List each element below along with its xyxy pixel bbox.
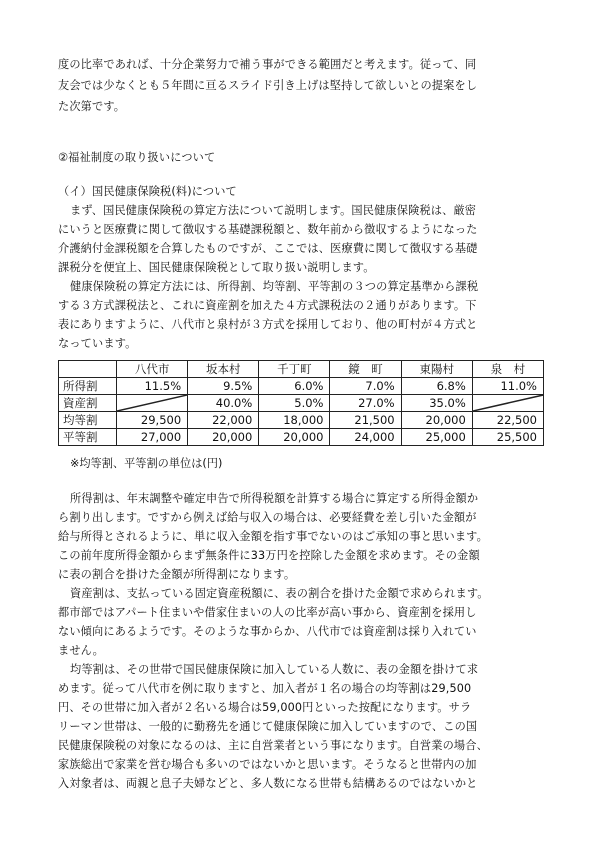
subsection-title: （イ）国民健康保険税(料)について — [58, 185, 237, 198]
paragraph-line: 民健康保険税の対象になるのは、主に自営業者という事になります。自営業の場合、 — [58, 739, 488, 752]
tax-rate-table — [58, 360, 544, 446]
table-row — [59, 378, 544, 395]
paragraph-line: 度の比率であれば、十分企業努力で補う事ができる範囲だと考えます。従って、同 — [58, 58, 477, 71]
table-cell: 20,000 — [259, 429, 330, 446]
table-cell: 22,500 — [472, 412, 543, 429]
table-cell: 24,000 — [330, 429, 401, 446]
table-row — [59, 412, 544, 429]
paragraph-line: 都市部ではアパート住まいや借家住まいの人の比率が高い事から、資産割を採用し — [58, 606, 477, 619]
paragraph-line: 資産割は、支払っている固定資産税額に、表の割合を掛けた金額で求められます。 — [70, 587, 489, 600]
paragraph-line: に表の割合を掛けた金額が所得割になります。 — [58, 568, 296, 581]
paragraph-line: 健康保険税の算定方法には、所得割、均等割、平等割の３つの算定基準から課税 — [70, 280, 479, 293]
table-cell: 25,500 — [472, 429, 543, 446]
table-cell-not-applicable — [472, 395, 543, 412]
table-header-cell: 鏡 町 — [330, 361, 401, 378]
paragraph-line: 給与所得とされるように、単に収入金額を指す事でないのはご承知の事と思います。 — [58, 530, 488, 543]
table-cell: 35.0% — [401, 395, 472, 412]
table-cell-not-applicable — [117, 395, 188, 412]
paragraph-line: する３方式課税法と、これに資産割を加えた４方式課税法の２通りがあります。下 — [58, 299, 477, 312]
table-cell: 7.0% — [330, 378, 401, 395]
paragraph-line: 介護納付金課税額を合算したものですが、ここでは、医療費に関して徴収する基礎 — [58, 242, 478, 255]
paragraph-line: ら割り出します。ですから例えば給与収入の場合は、必要経費を差し引いた金額が — [58, 511, 477, 524]
row-label: 資産割 — [59, 395, 117, 412]
table-cell: 20,000 — [188, 429, 259, 446]
paragraph-line: にいうと医療費に関して徴収する基礎課税額と、数年前から徴収するようになった — [58, 223, 478, 236]
table-cell: 18,000 — [259, 412, 330, 429]
row-label: 均等割 — [59, 412, 117, 429]
paragraph-line: 課税分を便宜上、国民健康保険税として取り扱い説明します。 — [58, 261, 375, 274]
paragraph-line: 表にありますように、八代市と泉村が３方式を採用しており、他の町村が４方式と — [58, 318, 478, 331]
paragraph-line: まず、国民健康保険税の算定方法について説明します。国民健康保険税は、厳密 — [70, 204, 477, 217]
paragraph-line: めます。従って八代市を例に取りますと、加入者が１名の場合の均等割は29,500 — [58, 682, 472, 695]
paragraph-line: 円、その世帯に加入者が２名いる場合は59,000円といった按配になります。サラ — [58, 701, 472, 714]
paragraph-line: 所得割は、年末調整や確定申告で所得税額を計算する場合に算定する所得金額か — [70, 492, 479, 505]
diagonal-slash — [117, 395, 187, 411]
paragraph-line: ません。 — [58, 644, 105, 657]
table-cell: 9.5% — [188, 378, 259, 395]
table-header-cell: 坂本村 — [188, 361, 259, 378]
diagonal-slash — [473, 395, 543, 411]
table-cell: 27.0% — [330, 395, 401, 412]
table-cell: 22,000 — [188, 412, 259, 429]
paragraph-line: リーマン世帯は、一般的に勤務先を通じて健康保険に加入していますので、この国 — [58, 720, 478, 733]
table-unit-note: ※均等割、平等割の単位は(円) — [70, 457, 223, 470]
row-label: 所得割 — [59, 378, 117, 395]
table-cell: 40.0% — [188, 395, 259, 412]
paragraph-line: 友会では少なくとも５年間に亘るスライド引き上げは堅持して欲しいとの提案をし — [58, 79, 478, 92]
table-cell: 6.8% — [401, 378, 472, 395]
paragraph-line: なっています。 — [58, 337, 137, 350]
table-cell: 29,500 — [117, 412, 188, 429]
table-header-cell: 八代市 — [117, 361, 188, 378]
table-cell: 20,000 — [401, 412, 472, 429]
table-header-row — [59, 361, 544, 378]
table-header-cell: 千丁町 — [259, 361, 330, 378]
table-header-cell: 泉 村 — [472, 361, 543, 378]
table-cell: 21,500 — [330, 412, 401, 429]
table-header-cell: 東陽村 — [401, 361, 472, 378]
table-cell: 11.0% — [472, 378, 543, 395]
paragraph-line: 家族総出で家業を営む場合も多いのではないかと思います。そうなると世帯内の加 — [58, 758, 477, 771]
paragraph-line: た次第です。 — [58, 100, 126, 113]
table-row — [59, 395, 544, 412]
paragraph-line: ない傾向にあるようです。そのような事からか、八代市では資産割は採り入れてい — [58, 625, 477, 638]
table-header-cell — [59, 361, 117, 378]
section-title: ②福祉制度の取り扱いについて — [58, 151, 216, 164]
table-cell: 25,000 — [401, 429, 472, 446]
table-cell: 11.5% — [117, 378, 188, 395]
table-cell: 27,000 — [117, 429, 188, 446]
paragraph-line: 均等割は、その世帯で国民健康保険に加入している人数に、表の金額を掛けて求 — [70, 663, 479, 676]
paragraph-line: この前年度所得金額からまず無条件に33万円を控除した金額を求めます。その金額 — [58, 549, 480, 562]
paragraph-line: 入対象者は、両親と息子夫婦などと、多人数になる世帯も結構あるのではないかと — [58, 777, 478, 790]
table-cell: 6.0% — [259, 378, 330, 395]
row-label: 平等割 — [59, 429, 117, 446]
table-cell: 5.0% — [259, 395, 330, 412]
table-row — [59, 429, 544, 446]
